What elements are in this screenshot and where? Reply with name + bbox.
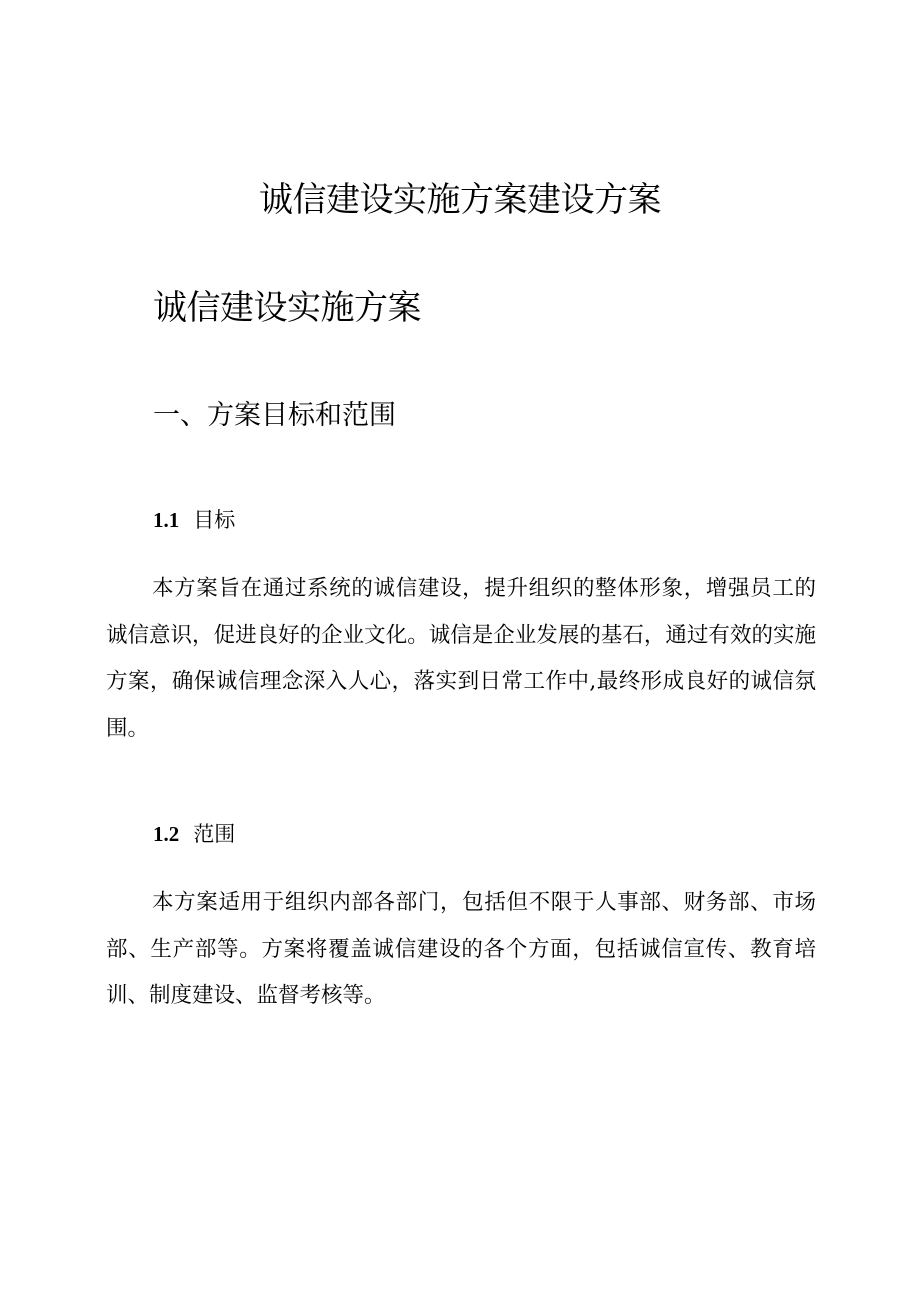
goal-heading	[153, 505, 235, 535]
document-subtitle: 诚信建设实施方案	[153, 288, 421, 328]
section-heading: 一、方案目标和范围	[153, 400, 396, 431]
document-title: 诚信建设实施方案建设方案	[259, 180, 661, 220]
scope-label: 范围	[193, 822, 236, 846]
goal-label: 目标	[193, 508, 236, 532]
goal-paragraph: 本方案旨在通过系统的诚信建设，提升组织的整体形象，增强员工的诚信意识，促进良好的企业文化。诚信是企业发展的基石，通过有效的实施方案，确保诚信理念深入人心，落实到日常工作中,最终形成良好的诚信氛围。	[106, 576, 816, 741]
goal-number: 1.1	[153, 508, 180, 532]
scope-heading	[153, 819, 235, 849]
scope-number: 1.2	[153, 822, 180, 846]
scope-paragraph: 本方案适用于组织内部各部门，包括但不限于人事部、财务部、市场部、生产部等。方案将覆盖诚信建设的各个方面，包括诚信宣传、教育培训、制度建设、监督考核等。	[106, 890, 816, 1008]
